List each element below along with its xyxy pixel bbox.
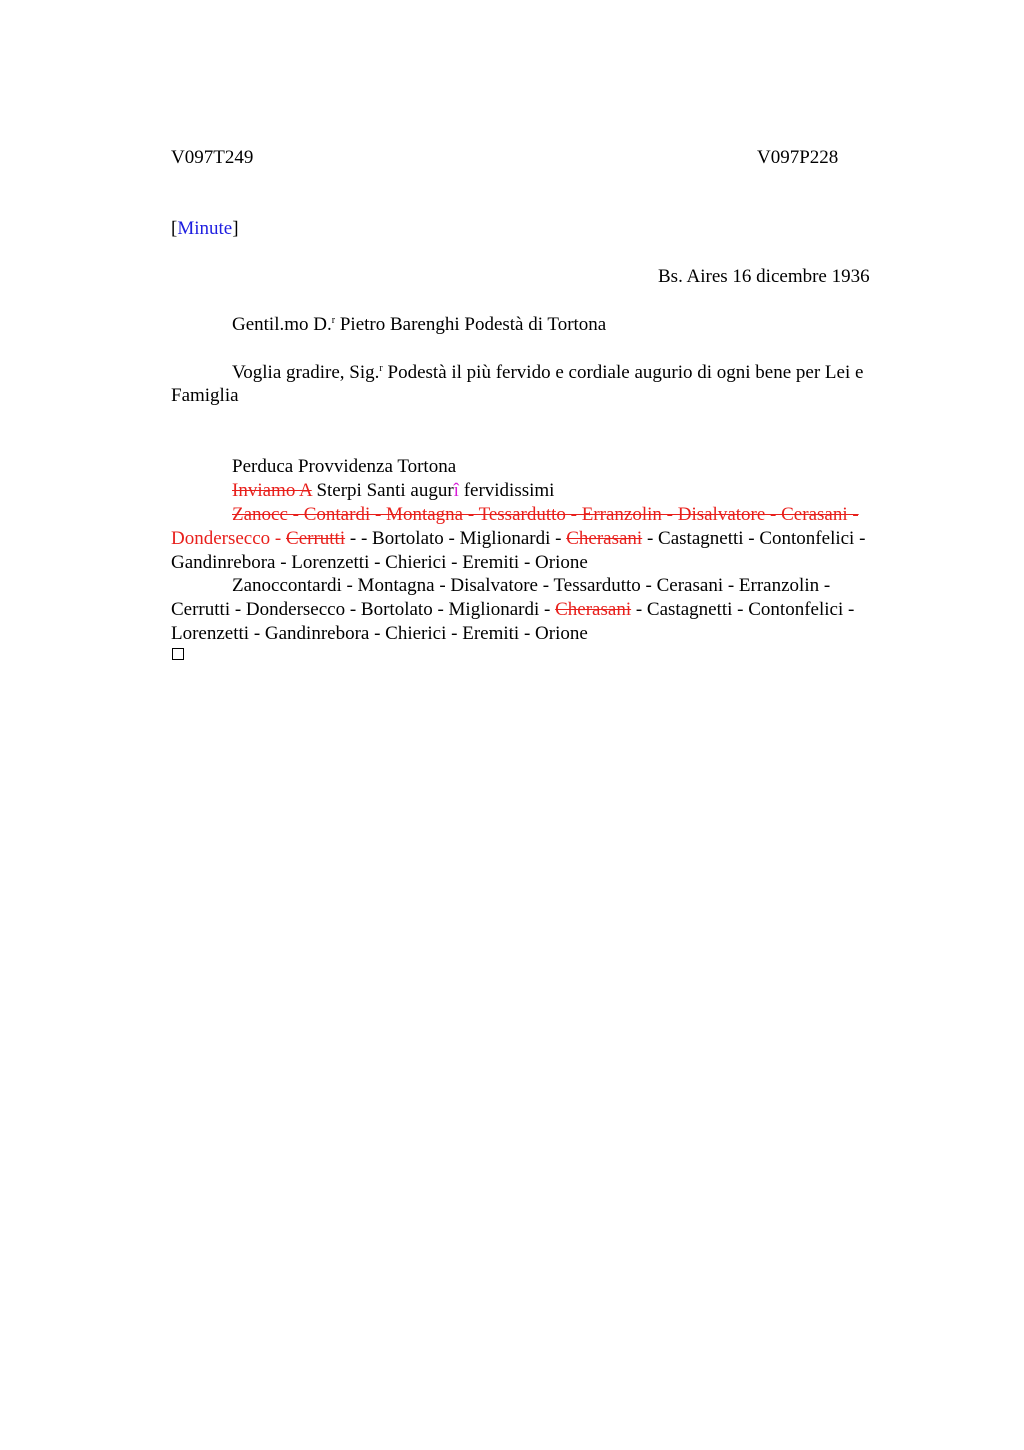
deleted-text: Inviamo A	[232, 480, 312, 501]
names-list-1-line-1	[232, 503, 859, 527]
names-text: - - Bortolato - Miglionardi -	[345, 528, 567, 549]
addressee-line	[232, 313, 606, 337]
bracket-open: [	[171, 218, 178, 239]
message-text-end: fervidissimi	[458, 480, 555, 501]
names-list-2-line-2	[171, 598, 854, 622]
deleted-name-unstruck: Dondersecco -	[171, 528, 287, 549]
greeting-line-1	[232, 361, 863, 385]
bracket-close: ]	[232, 218, 239, 239]
document-code-left: V097T249	[171, 147, 254, 168]
names-list-2-line-1: Zanoccontardi - Montagna - Disalvatore - Tessardutto - Cerasani - Erranzolin -	[232, 575, 831, 596]
greeting-rest: Podestà il più fervido e cordiale augurio di ogni bene per Lei e	[382, 362, 864, 383]
names-list-1-line-2	[171, 527, 865, 551]
names-list-1-line-3: Gandinrebora - Lorenzetti - Chierici - Eremiti - Orione	[171, 552, 588, 573]
document-code-right: V097P228	[757, 147, 839, 168]
greeting-line-2: Famiglia	[171, 385, 239, 406]
deleted-name: Cerrutti	[286, 528, 346, 549]
names-text-end: - Castagnetti - Contonfelici -	[642, 528, 866, 549]
document-type	[171, 217, 239, 241]
telegram-message-line	[232, 479, 554, 503]
names-text: Cerrutti - Dondersecco - Bortolato - Miglionardi -	[171, 599, 556, 620]
deleted-names: Zanocc - Contardi - Montagna - Tessardutto - Erranzolin - Disalvatore - Cerasani -	[232, 504, 859, 525]
document-type-label: Minute	[177, 218, 233, 239]
date-line: Bs. Aires 16 dicembre 1936	[658, 266, 870, 287]
greeting-superscript: r	[379, 363, 383, 374]
deleted-name: Cherasani	[555, 599, 632, 620]
addressee-rest: Pietro Barenghi Podestà di Tortona	[335, 314, 607, 335]
names-list-2-line-3: Lorenzetti - Gandinrebora - Chierici - Eremiti - Orione	[171, 623, 588, 644]
addressee-prefix: Gentil.mo D.	[232, 314, 332, 335]
square-icon	[172, 648, 184, 660]
deleted-name: Cherasani	[566, 528, 643, 549]
addressee-superscript: r	[331, 315, 336, 326]
greeting-prefix: Voglia gradire, Sig.	[232, 362, 380, 383]
names-text-end: - Castagnetti - Contonfelici -	[631, 599, 855, 620]
inserted-character: î	[453, 480, 459, 501]
telegram-address: Perduca Provvidenza Tortona	[232, 456, 457, 477]
message-text: Sterpi Santi augur	[311, 480, 454, 501]
